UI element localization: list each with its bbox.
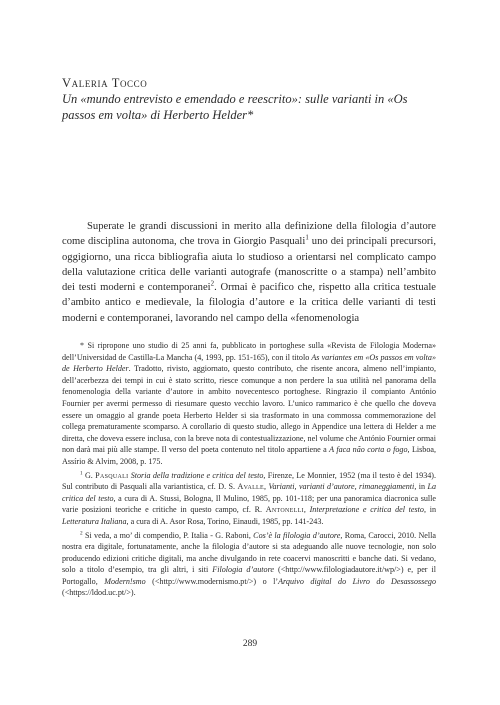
footnote-number: 1 bbox=[80, 469, 83, 476]
note-italic: Filologia d’autore bbox=[212, 565, 275, 575]
note-text: , in bbox=[423, 505, 437, 515]
body-text-b: uno dei principali precursori, oggigiorno, una ricca bibliografia aiuta lo studioso a orientarsi nel complicato campo della valutazione critica delle varianti autografe (manoscritte o a stampa) nell’ambito dei testi moderni e contemporanei bbox=[62, 236, 436, 294]
note-smallcaps: Pasquali bbox=[95, 470, 129, 480]
note-italic: Modern!smo bbox=[104, 576, 146, 586]
note-italic: Letteratura Italiana bbox=[62, 516, 127, 526]
footnotes bbox=[62, 340, 436, 601]
note-italic: Cos’è la filologia d’autore bbox=[253, 530, 341, 540]
note-italic: La critica del testo bbox=[62, 482, 437, 503]
note-italic: A faca não corta o fogo bbox=[329, 445, 408, 455]
note-text: * Si ripropone uno studio di 25 anni fa, pubblicato in portoghese sulla «Revista de Filologia Moderna» dell’Universidad de Castilla-La Mancha (4, 1993, pp. 151-165), con il titolo bbox=[62, 341, 436, 362]
article-header bbox=[62, 76, 442, 123]
note-text: , a cura di A. Stussi, Bologna, Il Mulino, 1985, pp. 101-118; per una panoramica diacronica sulle varie posizioni teoriche e critiche in questo campo, cf. R. bbox=[62, 493, 436, 515]
note-italic: Storia della tradizione e critica del testo bbox=[128, 470, 264, 480]
note-text: , bbox=[264, 482, 269, 492]
body-text-c: . Ormai è pacifico che, rispetto alla critica testuale d’ambito antico e medievale, la filologia d’autore e la critica delle varianti di testi moderni e contemporanei, lavorando nel campo della «fenomenologia bbox=[62, 282, 436, 324]
note-text: (<https://ldod.uc.pt/>). bbox=[62, 588, 136, 598]
note-text: (<http://www.modernismo.pt/>) o l’ bbox=[145, 576, 279, 586]
note-text: , Firenze, Le Monnier, 1952 (ma il testo è del 1934). Sul contributo di Pasquali alla variantistica, cf. D. S. bbox=[62, 470, 437, 492]
note-smallcaps: Antonelli bbox=[265, 505, 304, 515]
note-text: G. bbox=[82, 470, 96, 480]
note-text: Si veda, a mo’ di compendio, P. Italia - G. Raboni, bbox=[82, 530, 254, 540]
article-title: Un «mundo entrevisto e emendado e reescrito»: sulle varianti in «Os passos em volta» di Herberto Helder* bbox=[62, 92, 408, 122]
author-name: Valeria Tocco bbox=[62, 76, 148, 90]
footnote-ref-1[interactable]: 1 bbox=[305, 234, 309, 242]
note-smallcaps: Avalle bbox=[237, 482, 264, 492]
note-text: . Tradotto, rivisto, aggiornato, questo contributo, che risente ancora, almeno nell’impianto, dell’acerbezza dei tempi in cui è stato scritto, riesce comunque a non perdere la sua utilità nel panorama della fenomenologia della variante d’autore in ambito novecentesco portoghese. Ringrazio il compianto António Fournier per avermi permesso di riesumare questo vecchio lavoro. L’unico rammarico è che quello che doveva essere un omaggio al grande poeta Herberto Helder si sia trasformato in una commossa commemorazione del collega prematuramente scomparso. A corollario di questo studio, allego in Appendice una lettera di Helder a me diretta, che doveva essere inclusa, con la breve nota di contestualizzazione, nel volume che António Fournier ormai non darà mai più alle stampe. Il verso del poeta contenuto nel titolo appartiene a bbox=[62, 364, 436, 455]
body-text-a: Superate le grandi discussioni in merito alla definizione della filologia d’autore come disciplina autonoma, che trova in Giorgio Pasquali bbox=[62, 221, 436, 248]
note-text: (<http://www.filologiadautore.it/wp/>) e, per il Portogallo, bbox=[62, 565, 436, 586]
footnote-number: 2 bbox=[80, 529, 83, 536]
footnote-1 bbox=[62, 470, 436, 528]
footnote-2 bbox=[62, 530, 436, 600]
note-italic: Interpretazione e critica del testo bbox=[309, 505, 424, 515]
footnote-ref-2[interactable]: 2 bbox=[210, 280, 215, 288]
note-text: , a cura di A. Asor Rosa, Torino, Einaudi, 1985, pp. 141-243. bbox=[126, 516, 324, 526]
note-italic: As variantes em «Os passos em volta» de Herberto Helder bbox=[62, 352, 436, 374]
note-text: , in bbox=[414, 482, 428, 492]
note-text: , Roma, Carocci, 2010. Nella nostra era digitale, fortunatamente, anche la filologia d’autore si sta adeguando alle nuove tecnologie, non solo producendo edizioni critiche digitali, ma anche divulgando in rete coacervi manoscritti e banche dati. Si vedano, solo a titolo d’esempio, tra gli altri, i siti bbox=[62, 530, 436, 575]
body-paragraph bbox=[62, 219, 436, 326]
footnote-star bbox=[62, 340, 436, 468]
note-italic: Arquivo digital do Livro do Desassossego bbox=[278, 576, 436, 586]
note-text: , bbox=[303, 505, 310, 515]
note-italic: Varianti, varianti d’autore, rimaneggiamenti bbox=[268, 482, 415, 492]
note-text: , Lisboa, Assírio & Alvim, 2008, p. 175. bbox=[62, 445, 437, 466]
page-number: 289 bbox=[242, 639, 258, 649]
